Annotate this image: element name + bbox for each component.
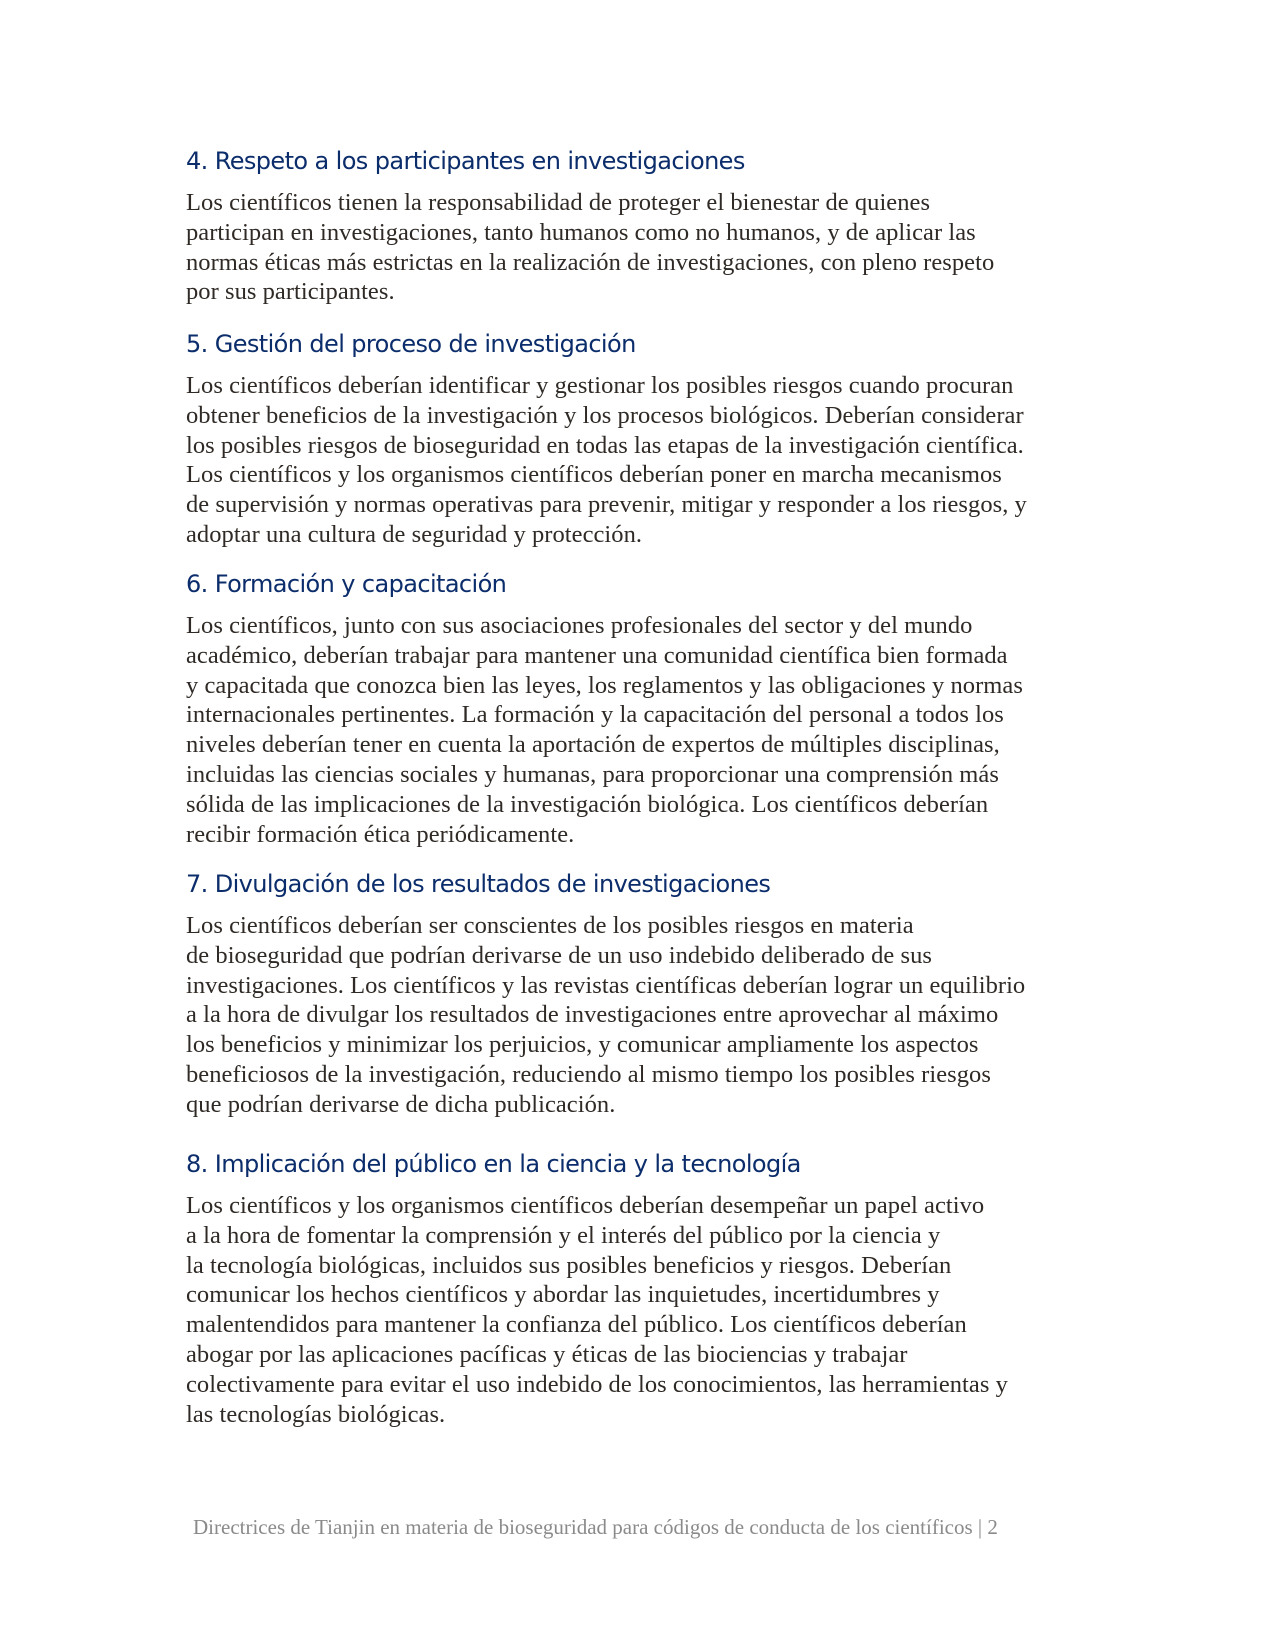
- body-line: de bioseguridad que podrían derivarse de un uso indebido deliberado de sus: [186, 941, 932, 969]
- body-line: colectivamente para evitar el uso indebido de los conocimientos, las herramientas y: [186, 1370, 1008, 1398]
- body-line: sólida de las implicaciones de la investigación biológica. Los científicos deberían: [186, 790, 989, 818]
- body-line: académico, deberían trabajar para mantener una comunidad científica bien formada: [186, 641, 1008, 669]
- section-heading: 6. Formación y capacitación: [186, 570, 507, 598]
- section-formacion-capacitacion: [186, 567, 1023, 849]
- body-line: recibir formación ética periódicamente.: [186, 820, 575, 848]
- section-body: [186, 1191, 1008, 1429]
- page-footer: Directrices de Tianjin en materia de bioseguridad para códigos de conducta de los científicos | 2: [193, 1515, 998, 1539]
- section-implicacion-publico: [186, 1147, 1008, 1429]
- body-line: abogar por las aplicaciones pacíficas y éticas de las biociencias y trabajar: [186, 1340, 908, 1368]
- body-line: los beneficios y minimizar los perjuicios, y comunicar ampliamente los aspectos: [186, 1031, 979, 1059]
- body-line: Los científicos deberían identificar y gestionar los posibles riesgos cuando procuran: [186, 372, 1014, 399]
- body-line: por sus participantes.: [186, 278, 395, 306]
- body-line: incluidas las ciencias sociales y humanas, para proporcionar una comprensión más: [186, 760, 999, 788]
- body-line: de supervisión y normas operativas para prevenir, mitigar y responder a los riesgos, y: [186, 491, 1027, 519]
- body-line: adoptar una cultura de seguridad y protección.: [186, 520, 643, 548]
- body-line: internacionales pertinentes. La formación y la capacitación del personal a todos los: [186, 701, 1004, 729]
- section-heading: 4. Respeto a los participantes en investigaciones: [186, 147, 745, 175]
- body-line: y capacitada que conozca bien las leyes, los reglamentos y las obligaciones y normas: [186, 671, 1023, 699]
- body-line: participan en investigaciones, tanto humanos como no humanos, y de aplicar las: [186, 218, 976, 246]
- section-heading: 7. Divulgación de los resultados de investigaciones: [186, 870, 771, 898]
- section-body: [186, 188, 994, 307]
- body-line: Los científicos deberían ser conscientes de los posibles riesgos en materia: [186, 912, 914, 939]
- body-line: niveles deberían tener en cuenta la aportación de expertos de múltiples disciplinas,: [186, 731, 1000, 759]
- section-heading: 8. Implicación del público en la ciencia y la tecnología: [186, 1150, 801, 1178]
- section-respeto-participantes: [186, 144, 994, 307]
- body-line: beneficiosos de la investigación, reduciendo al mismo tiempo los posibles riesgos: [186, 1060, 991, 1088]
- section-body: [186, 611, 1023, 849]
- section-divulgacion-resultados: [186, 867, 1025, 1120]
- body-line: la tecnología biológicas, incluidos sus posibles beneficios y riesgos. Deberían: [186, 1251, 952, 1279]
- body-line: malentendidos para mantener la confianza del público. Los científicos deberían: [186, 1311, 967, 1339]
- body-line: a la hora de fomentar la comprensión y el interés del público por la ciencia y: [186, 1221, 941, 1249]
- body-line: obtener beneficios de la investigación y los procesos biológicos. Deberían considerar: [186, 401, 1024, 429]
- body-line: comunicar los hechos científicos y abordar las inquietudes, incertidumbres y: [186, 1281, 940, 1309]
- body-line: que podrían derivarse de dicha publicación.: [186, 1090, 616, 1118]
- body-line: Los científicos tienen la responsabilidad de proteger el bienestar de quienes: [186, 189, 931, 216]
- body-line: Los científicos, junto con sus asociaciones profesionales del sector y del mundo: [186, 612, 973, 639]
- body-line: las tecnologías biológicas.: [186, 1400, 446, 1428]
- body-line: investigaciones. Los científicos y las revistas científicas deberían lograr un equilibrio: [186, 971, 1026, 999]
- section-body: [186, 911, 1025, 1120]
- section-heading: 5. Gestión del proceso de investigación: [186, 330, 636, 358]
- section-body: [186, 371, 1027, 550]
- body-line: normas éticas más estrictas en la realización de investigaciones, con pleno respeto: [186, 248, 995, 276]
- section-gestion-proceso: [186, 327, 1027, 550]
- body-line: a la hora de divulgar los resultados de investigaciones entre aprovechar al máximo: [186, 1001, 999, 1029]
- body-line: Los científicos y los organismos científicos deberían poner en marcha mecanismos: [186, 461, 1002, 489]
- body-line: Los científicos y los organismos científicos deberían desempeñar un papel activo: [186, 1192, 985, 1219]
- body-line: los posibles riesgos de bioseguridad en todas las etapas de la investigación científica.: [186, 431, 1024, 459]
